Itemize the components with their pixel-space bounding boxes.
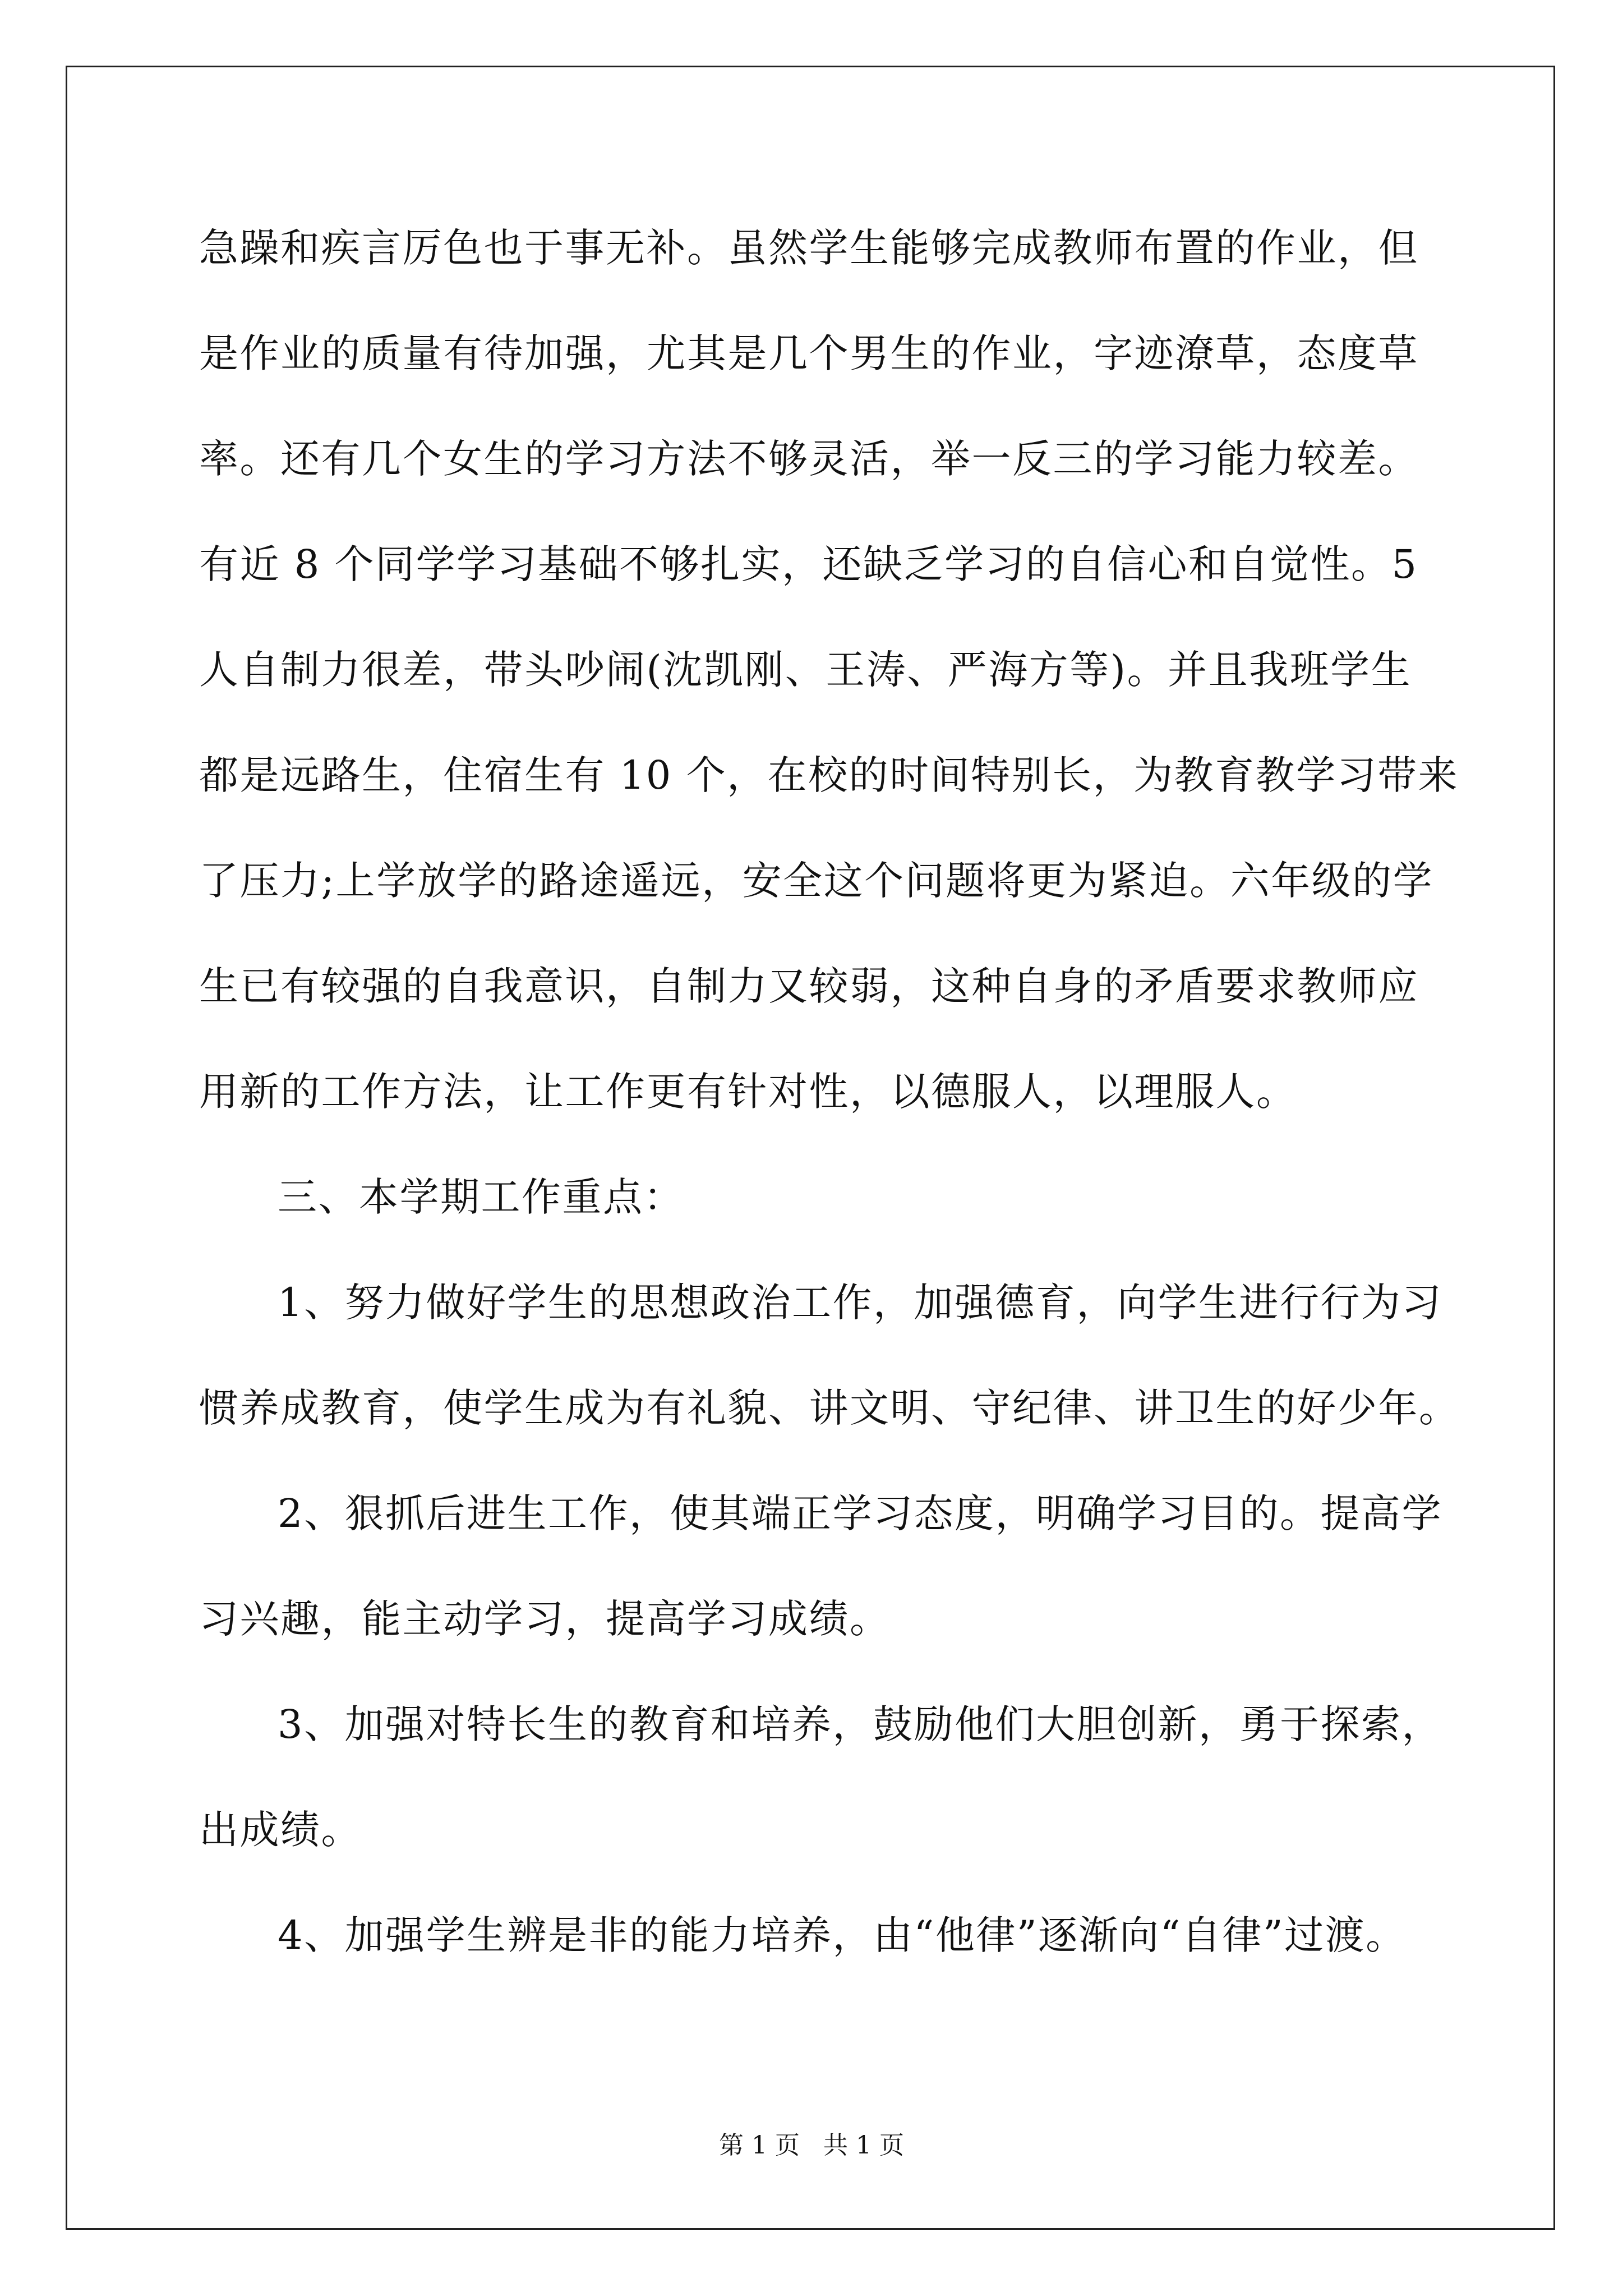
section-heading: 三、本学期工作重点：: [278, 1174, 684, 1220]
text-line: 有近 8 个同学学习基础不够扎实，还缺乏学习的自信心和自觉性。5: [199, 541, 1418, 587]
page-number-footer: 第 1 页 共 1 页: [719, 2131, 904, 2160]
text-line: 用新的工作方法，让工作更有针对性，以德服人，以理服人。: [199, 1069, 1297, 1115]
list-item-2-continuation: 习兴趣，能主动学习，提高学习成绩。: [199, 1596, 891, 1642]
list-item-1-line: 1、努力做好学生的思想政治工作，加强德育，向学生进行行为习: [278, 1280, 1443, 1326]
text-line: 都是远路生，住宿生有 10 个，在校的时间特别长，为教育教学习带来: [199, 752, 1459, 798]
list-item-3-continuation: 出成绩。: [199, 1807, 362, 1853]
text-line: 生已有较强的自我意识，自制力又较弱，这种自身的矛盾要求教师应: [199, 963, 1419, 1009]
list-item-1-continuation: 惯养成教育，使学生成为有礼貌、讲文明、守纪律、讲卫生的好少年。: [199, 1385, 1460, 1431]
list-item-4-line: 4、加强学生辨是非的能力培养，由“他律”逐渐向“自律”过渡。: [278, 1912, 1407, 1958]
list-item-2-line: 2、狠抓后进生工作，使其端正学习态度，明确学习目的。提高学: [278, 1490, 1443, 1536]
text-line: 了压力;上学放学的路途遥远，安全这个问题将更为紧迫。六年级的学: [199, 858, 1434, 904]
text-line: 人自制力很差，带头吵闹(沈凯刚、王涛、严海方等)。并且我班学生: [199, 647, 1412, 693]
text-line: 率。还有几个女生的学习方法不够灵活，举一反三的学习能力较差。: [199, 436, 1419, 482]
list-item-3-line: 3、加强对特长生的教育和培养，鼓励他们大胆创新，勇于探索，: [278, 1701, 1443, 1747]
text-line: 急躁和疾言厉色也于事无补。虽然学生能够完成教师布置的作业，但: [199, 225, 1419, 271]
text-line: 是作业的质量有待加强，尤其是几个男生的作业，字迹潦草，态度草: [199, 330, 1419, 376]
document-body: [199, 195, 1460, 1988]
